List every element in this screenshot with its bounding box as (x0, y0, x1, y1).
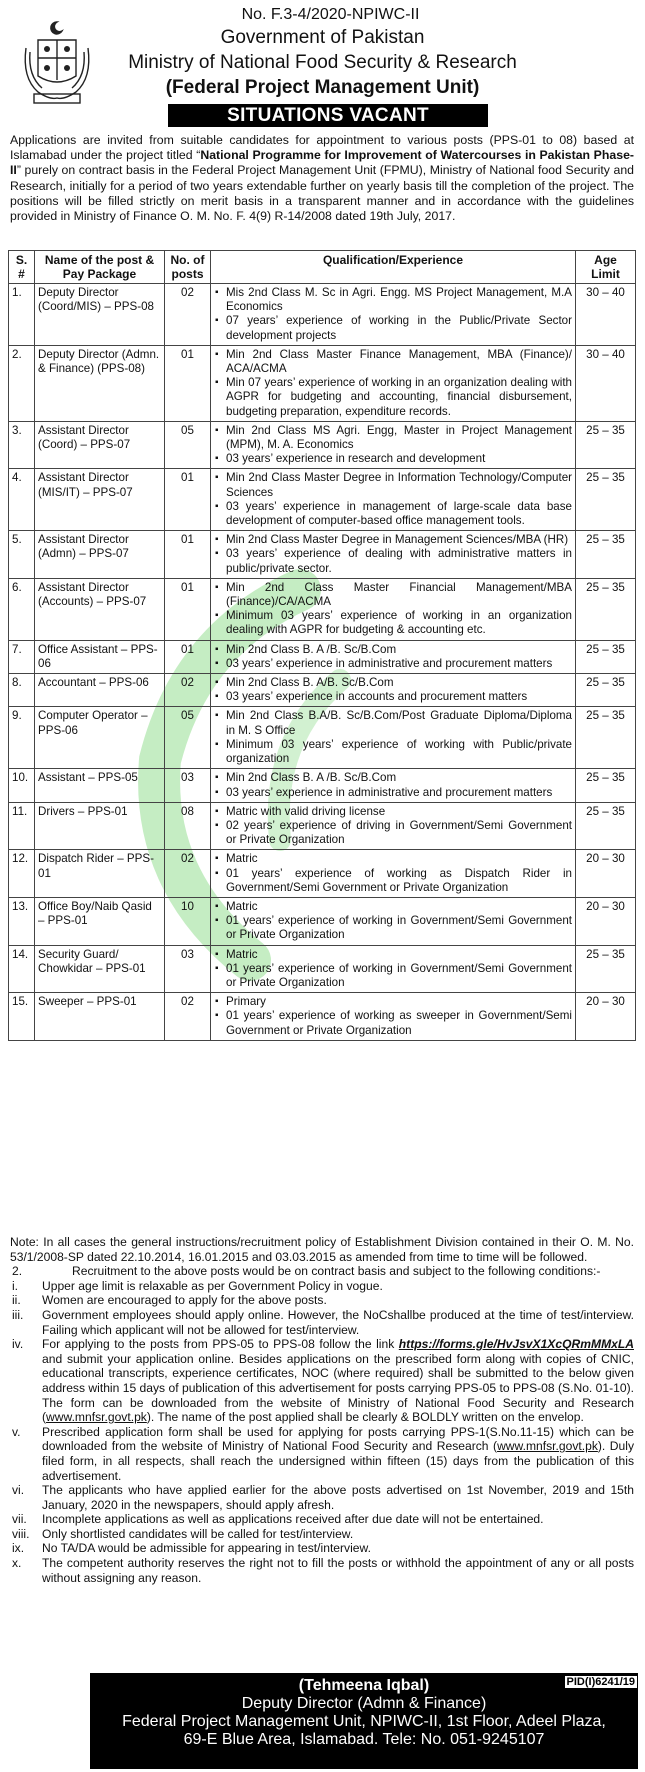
qualification-item: ▪ 03 years’ experience in administrative and procurement matters (214, 786, 572, 800)
intro-paragraph (10, 133, 634, 224)
col-header-name: Name of the post & Pay Package (35, 251, 165, 284)
row-post-name: Accountant – PPS-06 (35, 674, 165, 707)
row-qualification (211, 802, 576, 850)
row-qualification (211, 674, 576, 707)
qualification-item: ▪ Minimum 03 years’ experience of working with Public/private organization (214, 738, 572, 766)
condition-text-part: For applying to the posts from PPS-05 to PPS-08 follow the link (42, 1337, 399, 1352)
row-age-limit: 25 – 35 (576, 802, 636, 850)
condition-text (42, 1556, 634, 1585)
row-post-name: Security Guard/ Chowkidar – PPS-01 (35, 945, 165, 993)
condition-item-2 (10, 1264, 634, 1279)
condition-text (42, 1308, 634, 1337)
condition-number: 2. (12, 1264, 23, 1279)
condition-number: v. (12, 1424, 21, 1439)
condition-item (10, 1308, 634, 1337)
table-row (9, 707, 636, 769)
condition-text-part: Only shortlisted candidates will be called for test/interview. (42, 1526, 354, 1541)
row-number-of-posts: 03 (165, 945, 211, 993)
condition-item (10, 1293, 634, 1308)
condition-item (10, 1541, 634, 1556)
qualification-item: ▪ Min 2nd Class Master Degree in Management Sciences/MBA (HR) (214, 533, 572, 547)
qualification-list (214, 424, 572, 467)
table-row (9, 802, 636, 850)
signature-block (90, 1673, 638, 1769)
row-age-limit: 20 – 30 (576, 993, 636, 1041)
qualification-item: ▪ 01 years’ experience of working in Government/Semi Government or Private Organization (214, 962, 572, 990)
row-post-name: Sweeper – PPS-01 (35, 993, 165, 1041)
condition-text-part: No TA/DA would be admissible for appearing in test/interview. (42, 1541, 371, 1556)
intro-text-2: ” purely on contract basis in the Federal Project Management Unit (FPMU), Ministry of National food Security and Research, initially for a period of two years extendable further on yearly basis till the completion of the project. The positions will be filled strictly on merit basis in a transparent manner and in accordance with the guidelines provided in Ministry of Finance O. M. No. F. 4(9) R-14/2008 dated 19th July, 2017. (10, 163, 634, 224)
row-age-limit: 20 – 30 (576, 850, 636, 898)
table-row (9, 769, 636, 802)
row-post-name: Computer Operator – PPS-06 (35, 707, 165, 769)
row-post-name: Deputy Director (Admn. & Finance) (PPS-08) (35, 345, 165, 421)
row-age-limit: 30 – 40 (576, 284, 636, 346)
row-age-limit: 25 – 35 (576, 769, 636, 802)
qualification-item: ▪ 07 years’ experience of working in the Public/Private Sector development projects (214, 314, 572, 342)
row-age-limit: 30 – 40 (576, 345, 636, 421)
header (0, 0, 645, 130)
row-number-of-posts: 05 (165, 421, 211, 469)
col-header-age: Age Limit (576, 251, 636, 284)
condition-number: iii. (12, 1307, 24, 1322)
row-number-of-posts: 02 (165, 850, 211, 898)
row-qualification (211, 707, 576, 769)
row-number-of-posts: 05 (165, 707, 211, 769)
ministry-website-link[interactable]: www.mnfsr.govt.pk (497, 1439, 598, 1454)
qualification-item: ▪ 03 years’ experience in management of large-scale data base development of computer-based office management tools. (214, 500, 572, 528)
qualification-list (214, 533, 572, 576)
row-serial-number: 8. (9, 674, 35, 707)
unit-title: (Federal Project Management Unit) (165, 77, 480, 98)
pid-number: PID(I)6241/19 (566, 1676, 635, 1688)
row-post-name: Deputy Director (Coord/MIS) – PPS-08 (35, 284, 165, 346)
row-serial-number: 12. (9, 850, 35, 898)
address-line-2: 69-E Blue Area, Islamabad. Tele: No. 051-9245107 (183, 1731, 545, 1748)
note-paragraph: Note: In all cases the general instructions/recruitment policy of Establishment Division contained in their O. M. No. 53/1/2008-SP dated 22.10.2014, 16.01.2015 and 03.03.2015 as amended from time to time will be followed. (10, 1235, 634, 1264)
qualification-list (214, 581, 572, 638)
signatory-designation: Deputy Director (Admn & Finance) (241, 1695, 487, 1712)
qualification-item: ▪ 03 years’ experience in accounts and procurement matters (214, 690, 572, 704)
row-age-limit: 25 – 35 (576, 421, 636, 469)
address-line-1: Federal Project Management Unit, NPIWC-II, 1st Floor, Adeel Plaza, (122, 1713, 606, 1730)
row-number-of-posts: 02 (165, 674, 211, 707)
row-serial-number: 3. (9, 421, 35, 469)
qualification-list (214, 852, 572, 895)
row-serial-number: 10. (9, 769, 35, 802)
ministry-website-link[interactable]: www.mnfsr.govt.pk (46, 1410, 147, 1425)
conditions-list (10, 1279, 634, 1585)
ministry-title: Ministry of National Food Security & Research (128, 52, 517, 73)
row-qualification (211, 531, 576, 579)
qualification-item: ▪ Min 2nd Class MS Agri. Engg, Master in Project Management (MPM), M. A. Economics (214, 424, 572, 452)
condition-text-part: Incomplete applications as well as applications received after due date will not be entertained. (42, 1512, 544, 1527)
condition-item (10, 1512, 634, 1527)
qualification-list (214, 805, 572, 848)
condition-number: vii. (12, 1512, 27, 1527)
qualification-item: ▪ 01 years’ experience of working as Dispatch Rider in Government/Semi Government or Private Organization (214, 867, 572, 895)
row-serial-number: 11. (9, 802, 35, 850)
condition-text (42, 1541, 634, 1556)
condition-item (10, 1279, 634, 1294)
col-header-sno: S. # (9, 251, 35, 284)
qualification-item: ▪ 03 years’ experience of dealing with administrative matters in public/private sector. (214, 547, 572, 575)
condition-text (42, 1279, 634, 1294)
qualification-item: ▪ Primary (214, 995, 572, 1009)
row-post-name: Assistant Director (Accounts) – PPS-07 (35, 578, 165, 640)
condition-text: Recruitment to the above posts would be on contract basis and subject to the following conditions:- (72, 1264, 601, 1279)
row-number-of-posts: 01 (165, 469, 211, 531)
condition-text-part: Government employees should apply online. However, the NoCshallbe produced at the time of test/interview. Failing which applicant will not be allowed for test/interview. (42, 1307, 634, 1337)
row-qualification (211, 945, 576, 993)
qualification-list (214, 709, 572, 766)
qualification-list (214, 676, 572, 704)
row-age-limit: 20 – 30 (576, 897, 636, 945)
table-row (9, 345, 636, 421)
condition-item (10, 1527, 634, 1542)
condition-text-part: ). The name of the post applied shall be clearly & BOLDLY written on the envelop. (146, 1410, 584, 1425)
row-post-name: Assistant Director (Admn) – PPS-07 (35, 531, 165, 579)
application-form-link[interactable]: https://forms.gle/HvJsvX1XcQRmMMxLA (398, 1337, 634, 1352)
col-header-qualification: Qualification/Experience (211, 251, 576, 284)
condition-text-part: ). Duly filed form, in all respects, shall reach the undersigned within fifteen (15) days from the publication of this advertisement. (42, 1439, 634, 1483)
signatory-name: (Tehmeena Iqbal) (298, 1677, 430, 1694)
table-row (9, 945, 636, 993)
qualification-item: ▪ 01 years’ experience of working as sweeper in Government/Semi Government or Private Organization (214, 1009, 572, 1037)
row-number-of-posts: 01 (165, 640, 211, 673)
condition-text-part: Women are encouraged to apply for the above posts. (42, 1293, 327, 1308)
row-age-limit: 25 – 35 (576, 531, 636, 579)
row-post-name: Assistant – PPS-05 (35, 769, 165, 802)
condition-text (42, 1425, 634, 1483)
row-qualification (211, 421, 576, 469)
row-age-limit: 25 – 35 (576, 674, 636, 707)
qualification-item: ▪ Matric (214, 948, 572, 962)
condition-text (42, 1337, 634, 1425)
qualification-item: ▪ 03 years’ experience in administrative and procurement matters (214, 657, 572, 671)
row-number-of-posts: 01 (165, 345, 211, 421)
condition-text (42, 1512, 634, 1527)
condition-text-part: Prescribed application form shall be used for applying for posts carrying PPS-1(S.No.11-15) which can be downloaded from the website of Ministry of National Food Security and Research ( (42, 1424, 634, 1454)
condition-number: iv. (12, 1337, 24, 1352)
reference-number: No. F.3-4/2020-NPIWC-II (241, 6, 420, 23)
row-number-of-posts: 02 (165, 284, 211, 346)
condition-number: x. (12, 1556, 22, 1571)
table-row (9, 897, 636, 945)
table-row (9, 674, 636, 707)
qualification-list (214, 948, 572, 991)
qualification-list (214, 286, 572, 343)
row-age-limit: 25 – 35 (576, 707, 636, 769)
row-post-name: Assistant Director (Coord) – PPS-07 (35, 421, 165, 469)
posts-table-body (9, 284, 636, 1041)
condition-number: vi. (12, 1483, 25, 1498)
qualification-item: ▪ Min 2nd Class Master Financial Management/MBA (Finance)/CA/ACMA (214, 581, 572, 609)
row-serial-number: 2. (9, 345, 35, 421)
row-number-of-posts: 03 (165, 769, 211, 802)
condition-number: viii. (12, 1526, 30, 1541)
condition-text (42, 1293, 634, 1308)
qualification-list (214, 643, 572, 671)
qualification-item: ▪ Min 2nd Class B. A/B. Sc/B.Com (214, 676, 572, 690)
row-number-of-posts: 01 (165, 531, 211, 579)
row-qualification (211, 897, 576, 945)
intro-text-1: Applications are invited from suitable candidates for appointment to various posts (PPS-01 to 08) based at Islamabad under the project titled “ (10, 133, 634, 163)
condition-text-part: The competent authority reserves the right not to fill the posts or withhold the appointment of any or all posts without assigning any reason. (42, 1556, 634, 1585)
row-post-name: Dispatch Rider – PPS-01 (35, 850, 165, 898)
table-header-row (9, 251, 636, 284)
row-number-of-posts: 01 (165, 578, 211, 640)
condition-text-part: Upper age limit is relaxable as per Government Policy in vogue. (42, 1278, 383, 1293)
table-row (9, 421, 636, 469)
table-row (9, 850, 636, 898)
situations-vacant-banner: SITUATIONS VACANT (168, 104, 488, 127)
row-serial-number: 1. (9, 284, 35, 346)
condition-item (10, 1337, 634, 1425)
table-row (9, 993, 636, 1041)
row-age-limit: 25 – 35 (576, 578, 636, 640)
row-qualification (211, 284, 576, 346)
row-qualification (211, 345, 576, 421)
row-qualification (211, 578, 576, 640)
row-post-name: Office Boy/Naib Qasid – PPS-01 (35, 897, 165, 945)
qualification-item: ▪ Minimum 03 years’ experience of working in an organization dealing with AGPR for budgeting & accounting etc. (214, 609, 572, 637)
condition-item (10, 1425, 634, 1483)
condition-text (42, 1483, 634, 1512)
posts-table (8, 250, 636, 1041)
row-serial-number: 15. (9, 993, 35, 1041)
row-serial-number: 9. (9, 707, 35, 769)
qualification-item: ▪ Min 2nd Class B.A/B. Sc/B.Com/Post Graduate Diploma/Diploma in M. S Office (214, 709, 572, 737)
row-qualification (211, 850, 576, 898)
table-row (9, 640, 636, 673)
qualification-item: ▪ Min 2nd Class Master Finance Management, MBA (Finance)/ ACA/ACMA (214, 348, 572, 376)
col-header-posts: No. of posts (165, 251, 211, 284)
qualification-list (214, 348, 572, 419)
row-serial-number: 6. (9, 578, 35, 640)
row-post-name: Drivers – PPS-01 (35, 802, 165, 850)
row-qualification (211, 769, 576, 802)
condition-text (42, 1527, 634, 1542)
condition-text-part: and submit your application online. Besides applications on the prescribed form along with copies of CNIC, educational transcripts, experience certificates, NOC (where required) shall be submitted to the below given address within 15 days of publication of this advertisement for posts carrying PPS-05 to PPS-08 (S.No. 01-10). The form can be downloaded from the website of Ministry of National Food Security and Research ( (42, 1351, 634, 1425)
row-qualification (211, 993, 576, 1041)
row-serial-number: 7. (9, 640, 35, 673)
qualification-list (214, 900, 572, 943)
row-number-of-posts: 08 (165, 802, 211, 850)
qualification-list (214, 471, 572, 528)
qualification-item: ▪ Matric with valid driving license (214, 805, 572, 819)
table-row (9, 469, 636, 531)
qualification-item: ▪ 01 years’ experience of working in Government/Semi Government or Private Organization (214, 914, 572, 942)
qualification-item: ▪ Min 07 years’ experience of working in an organization dealing with AGPR for budgeting and accounting, financial disbursement, budgeting preparation, expenditure records. (214, 376, 572, 419)
row-age-limit: 25 – 35 (576, 640, 636, 673)
condition-number: ii. (12, 1293, 21, 1308)
qualification-item: ▪ Min 2nd Class Master Degree in Information Technology/Computer Sciences (214, 471, 572, 499)
table-row (9, 284, 636, 346)
qualification-item: ▪ Min 2nd Class B. A /B. Sc/B.Com (214, 771, 572, 785)
government-title: Government of Pakistan (220, 27, 425, 48)
qualification-item: ▪ Matric (214, 852, 572, 866)
qualification-item: ▪ Matric (214, 900, 572, 914)
row-age-limit: 25 – 35 (576, 945, 636, 993)
condition-item (10, 1556, 634, 1585)
condition-number: i. (12, 1278, 19, 1293)
condition-text-part: The applicants who have applied earlier for the above posts advertised on 1st November, 2019 and 15th January, 2020 in the newspapers, should apply afresh. (42, 1483, 634, 1512)
row-age-limit: 25 – 35 (576, 469, 636, 531)
qualification-list (214, 995, 572, 1038)
row-post-name: Office Assistant – PPS-06 (35, 640, 165, 673)
row-post-name: Assistant Director (MIS/IT) – PPS-07 (35, 469, 165, 531)
programme-name: National Programme for Improvement of Watercourses in Pakistan Phase-II (10, 148, 634, 178)
table-row (9, 531, 636, 579)
qualification-item: ▪ Mis 2nd Class M. Sc in Agri. Engg. MS Project Management, M.A Economics (214, 286, 572, 314)
qualification-item: ▪ 03 years’ experience in research and development (214, 452, 572, 466)
notes-section (10, 1235, 634, 1585)
row-serial-number: 14. (9, 945, 35, 993)
row-qualification (211, 640, 576, 673)
row-serial-number: 4. (9, 469, 35, 531)
qualification-list (214, 771, 572, 799)
condition-item (10, 1483, 634, 1512)
row-number-of-posts: 10 (165, 897, 211, 945)
qualification-item: ▪ 02 years’ experience of driving in Government/Semi Government or Private Organization (214, 819, 572, 847)
row-serial-number: 13. (9, 897, 35, 945)
row-serial-number: 5. (9, 531, 35, 579)
table-row (9, 578, 636, 640)
row-qualification (211, 469, 576, 531)
qualification-item: ▪ Min 2nd Class B. A /B. Sc/B.Com (214, 643, 572, 657)
row-number-of-posts: 02 (165, 993, 211, 1041)
condition-number: ix. (12, 1541, 25, 1556)
